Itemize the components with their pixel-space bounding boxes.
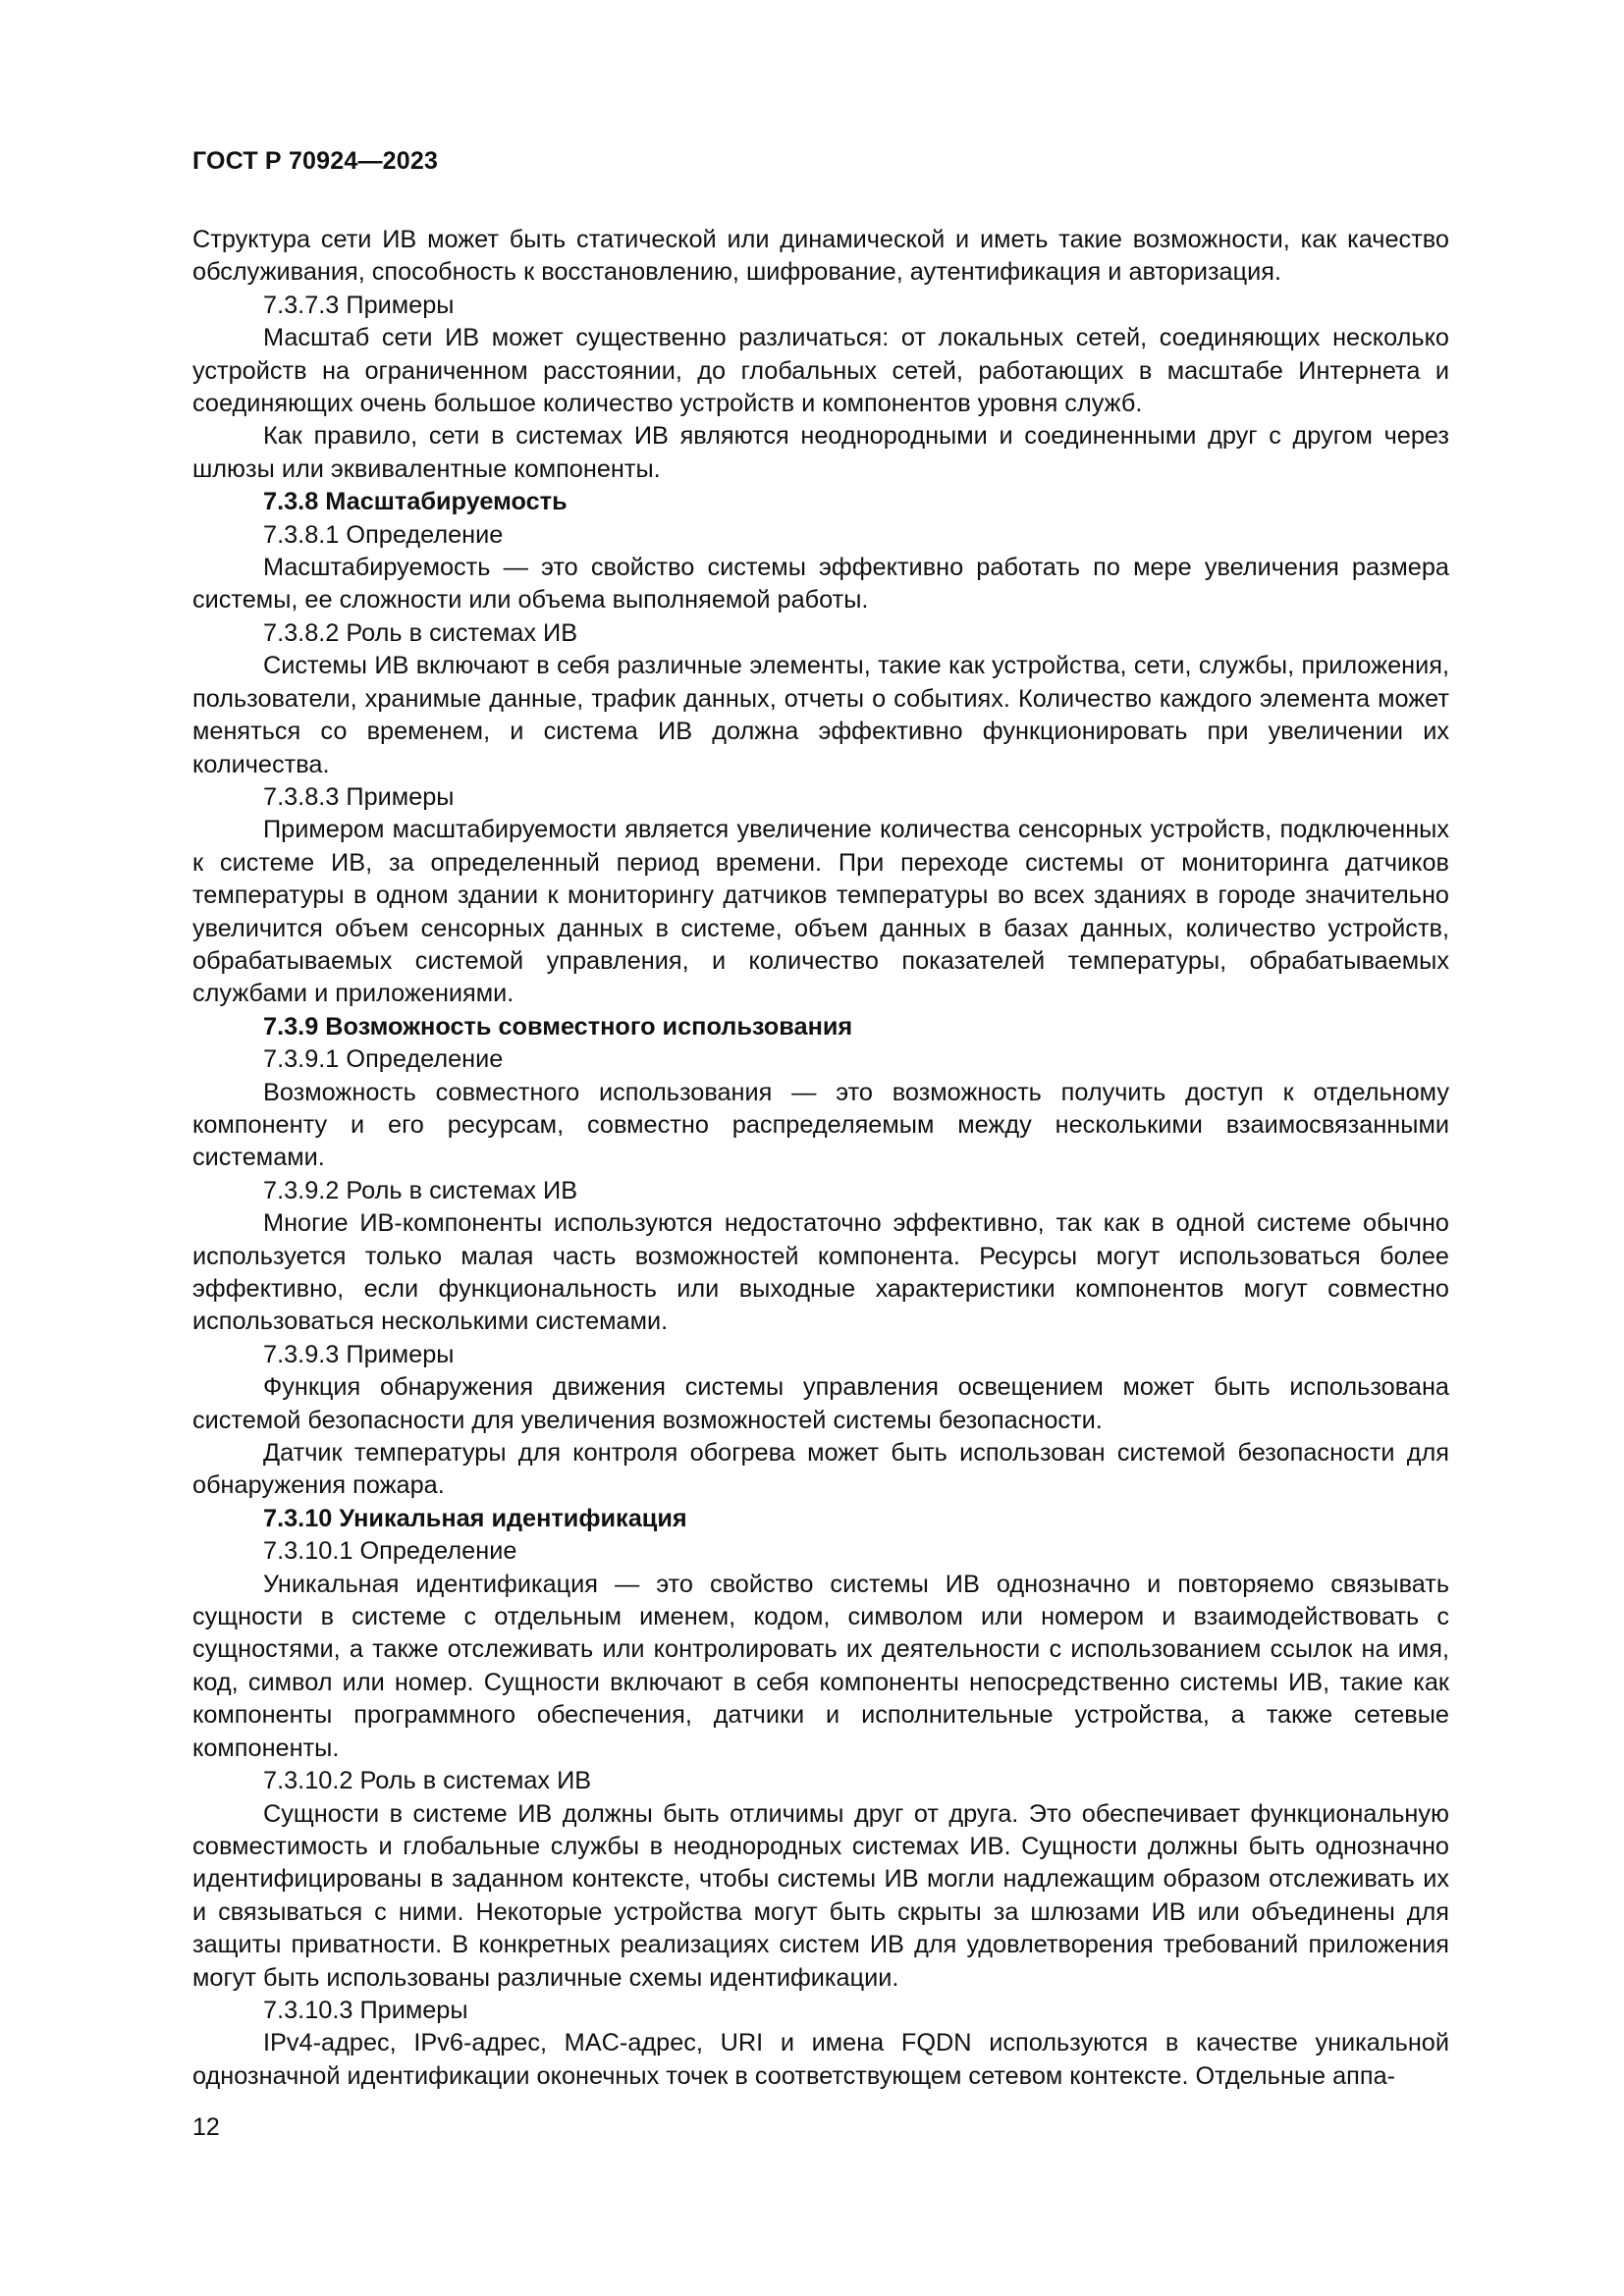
section-heading: 7.3.9 Возможность совместного использования — [263, 1012, 853, 1041]
subsection-label: 7.3.7.3 Примеры — [263, 291, 455, 319]
paragraph: Масштаб сети ИВ может существенно различаться: от локальных сетей, соединяющих несколько устройств на ограниченном расстоянии, до глобальных сетей, работающих в масштабе Интернета и соединяющих очень большое количество устройств и компонентов уровня служб. — [192, 324, 1449, 418]
paragraph: Как правило, сети в системах ИВ являются неоднородными и соединенными друг с другом через шлюзы или эквивалентные компоненты. — [192, 422, 1449, 483]
paragraph: Возможность совместного использования — это возможность получить доступ к отдельному компоненту и его ресурсам, совместно распределяемым между несколькими взаимосвязанными системами. — [192, 1078, 1449, 1172]
paragraph: IPv4-адрес, IPv6-адрес, MAC-адрес, URI и имена FQDN используются в качестве уникальной однозначной идентификации оконечных точек в соответствующем сетевом контексте. Отдельные аппа- — [192, 2029, 1449, 2090]
paragraph: Датчик температуры для контроля обогрева может быть использован системой безопасности для обнаружения пожара. — [192, 1439, 1449, 1500]
page-number: 12 — [192, 2113, 220, 2141]
document-header: ГОСТ Р 70924—2023 — [192, 147, 439, 175]
subsection-label: 7.3.10.1 Определение — [263, 1537, 517, 1566]
paragraph: Многие ИВ-компоненты используются недостаточно эффективно, так как в одной системе обычно используется только малая часть возможностей компонента. Ресурсы могут использоваться более эффективно, если функциональность или выходные характеристики компонентов могут совместно использоваться несколькими системами. — [192, 1209, 1449, 1336]
section-heading: 7.3.10 Уникальная идентификация — [263, 1504, 687, 1532]
paragraph: Уникальная идентификация — это свойство системы ИВ однозначно и повторяемо связывать сущности в системе с отдельным именем, кодом, символом или номером и взаимодействовать с сущностями, а также отслеживать или контролировать их деятельности с использованием ссылок на имя, код, символ или номер. Сущности включают в себя компоненты непосредственно системы ИВ, такие как компоненты программного обеспечения, датчики и исполнительные устройства, а также сетевые компоненты. — [192, 1570, 1449, 1762]
subsection-label: 7.3.10.3 Примеры — [263, 1996, 468, 2024]
paragraph: Масштабируемость — это свойство системы эффективно работать по мере увеличения размера системы, ее сложности или объема выполняемой работы. — [192, 554, 1449, 614]
paragraph: Системы ИВ включают в себя различные элементы, такие как устройства, сети, службы, приложения, пользователи, хранимые данные, трафик данных, отчеты о событиях. Количество каждого элемента может меняться со временем, и система ИВ должна эффективно функционировать при увеличении их количества. — [192, 652, 1449, 778]
paragraph: Функция обнаружения движения системы управления освещением может быть использована системой безопасности для увеличения возможностей системы безопасности. — [192, 1373, 1449, 1434]
paragraph: Примером масштабируемости является увеличение количества сенсорных устройств, подключенных к системе ИВ, за определенный период времени. При переходе системы от мониторинга датчиков температуры в одном здании к мониторингу датчиков температуры во всех зданиях в городе значительно увеличится объем сенсорных данных в системе, объем данных в базах данных, количество устройств, обрабатываемых системой управления, и количество показателей температуры, обрабатываемых службами и приложениями. — [192, 816, 1449, 1008]
paragraph: Структура сети ИВ может быть статической или динамической и иметь такие возможности, как качество обслуживания, способность к восстановлению, шифрование, аутентификация и авторизация. — [192, 226, 1449, 287]
subsection-label: 7.3.9.1 Определение — [263, 1045, 504, 1074]
subsection-label: 7.3.9.3 Примеры — [263, 1340, 455, 1368]
paragraph: Сущности в системе ИВ должны быть отличимы друг от друга. Это обеспечивает функциональную совместимость и глобальные службы в неоднородных системах ИВ. Сущности должны быть однозначно идентифицированы в заданном контексте, чтобы системы ИВ могли надлежащим образом отслеживать их и связываться с ними. Некоторые устройства могут быть скрыты за шлюзами ИВ или объединены для защиты приватности. В конкретных реализациях систем ИВ для удовлетворения требований приложения могут быть использованы различные схемы идентификации. — [192, 1799, 1449, 1992]
subsection-label: 7.3.8.3 Примеры — [263, 782, 455, 811]
subsection-label: 7.3.10.2 Роль в системах ИВ — [263, 1767, 592, 1795]
subsection-label: 7.3.8.2 Роль в системах ИВ — [263, 618, 578, 647]
document-body — [192, 224, 1449, 2093]
subsection-label: 7.3.8.1 Определение — [263, 520, 504, 549]
section-heading: 7.3.8 Масштабируемость — [263, 488, 568, 516]
subsection-label: 7.3.9.2 Роль в системах ИВ — [263, 1176, 578, 1204]
